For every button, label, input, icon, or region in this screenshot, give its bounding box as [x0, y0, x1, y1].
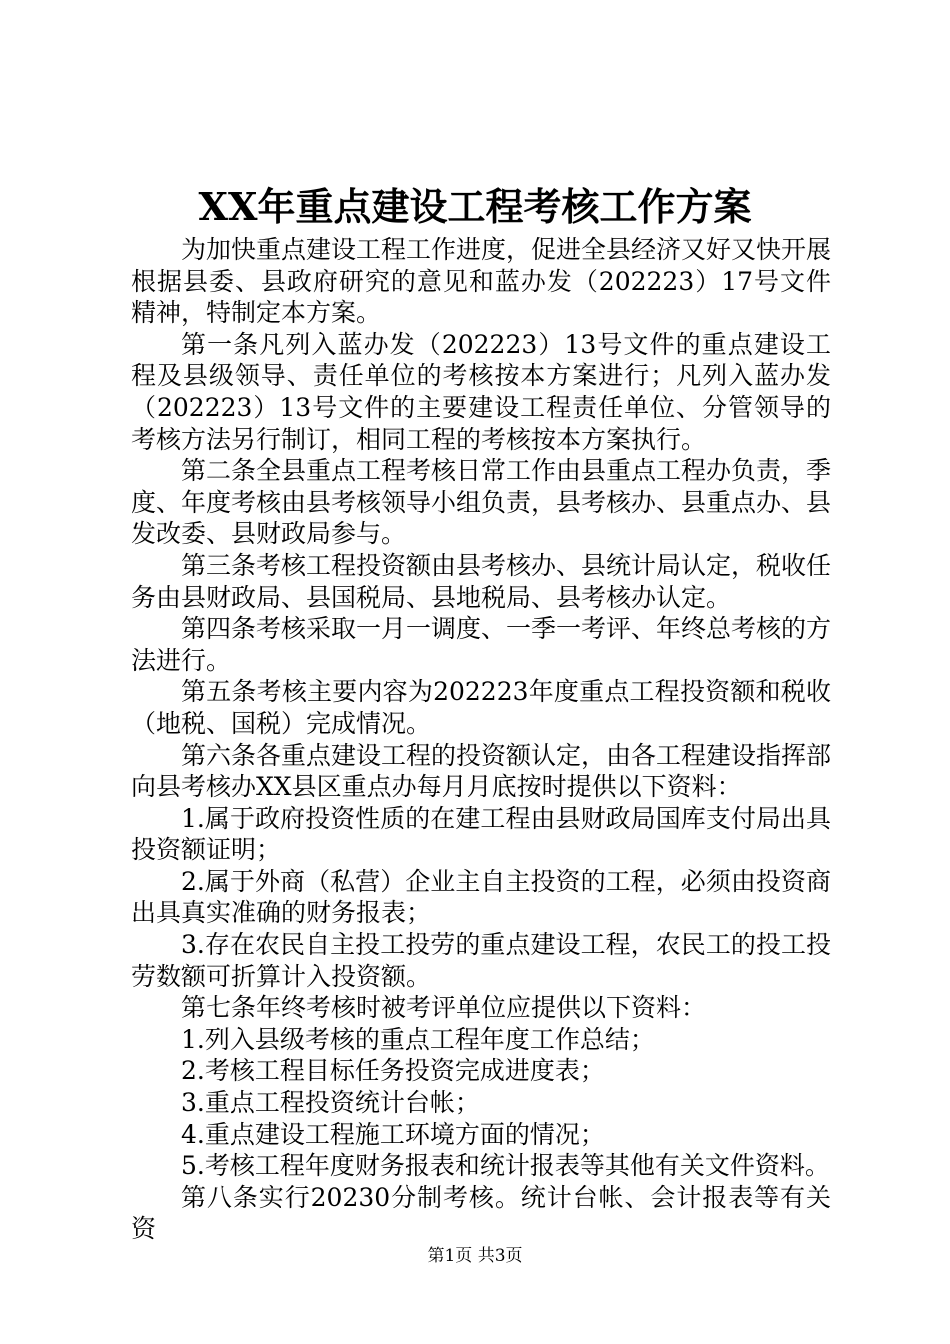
paragraph-article-8: 第八条实行20230分制考核。统计台帐、会计报表等有关资 — [131, 1182, 831, 1244]
paragraph-article-6: 第六条各重点建设工程的投资额认定，由各工程建设指挥部向县考核办XX县区重点办每月月底按时提供以下资料： — [131, 740, 832, 802]
list-item: 1.列入县级考核的重点工程年度工作总结； — [181, 1024, 655, 1054]
list-item: 2.属于外商（私营）企业主自主投资的工程，必须由投资商出具真实准确的财务报表； — [131, 866, 831, 928]
paragraph-article-4: 第四条考核采取一月一调度、一季一考评、年终总考核的方法进行。 — [131, 614, 832, 675]
paragraph-article-1: 第一条凡列入蓝办发（202223）13号文件的重点建设工程及县级领导、责任单位的考核按本方案进行；凡列入蓝办发（202223）13号文件的主要建设工程责任单位、分管领导的考核方法另行制订，相同工程的考核按本方案执行。 — [131, 329, 831, 454]
document-title: XX年重点建设工程考核工作方案 — [198, 184, 752, 229]
document-body — [131, 234, 831, 1245]
paragraph-article-5: 第五条考核主要内容为202223年度重点工程投资额和税收（地税、国税）完成情况。 — [131, 677, 831, 738]
paragraph-article-7: 第七条年终考核时被考评单位应提供以下资料： — [181, 993, 707, 1023]
page-footer: 第1页 共3页 — [427, 1246, 523, 1266]
list-item: 3.存在农民自主投工投劳的重点建设工程，农民工的投工投劳数额可折算计入投资额。 — [131, 930, 831, 991]
list-item: 5.考核工程年度财务报表和统计报表等其他有关文件资料。 — [181, 1151, 830, 1181]
list-item: 3.重点工程投资统计台帐； — [181, 1088, 480, 1118]
paragraph-article-2: 第二条全县重点工程考核日常工作由县重点工程办负责，季度、年度考核由县考核领导小组负责，县考核办、县重点办、县发改委、县财政局参与。 — [131, 456, 832, 549]
list-item: 1.属于政府投资性质的在建工程由县财政局国库支付局出具投资额证明； — [131, 803, 831, 865]
list-item: 2.考核工程目标任务投资完成进度表； — [181, 1056, 605, 1086]
paragraph-intro: 为加快重点建设工程工作进度，促进全县经济又好又快开展根据县委、县政府研究的意见和蓝办发（202223）17号文件精神，特制定本方案。 — [131, 235, 832, 328]
list-item: 4.重点建设工程施工环境方面的情况； — [181, 1119, 605, 1149]
paragraph-article-3: 第三条考核工程投资额由县考核办、县统计局认定，税收任务由县财政局、县国税局、县地税局、县考核办认定。 — [131, 550, 832, 612]
